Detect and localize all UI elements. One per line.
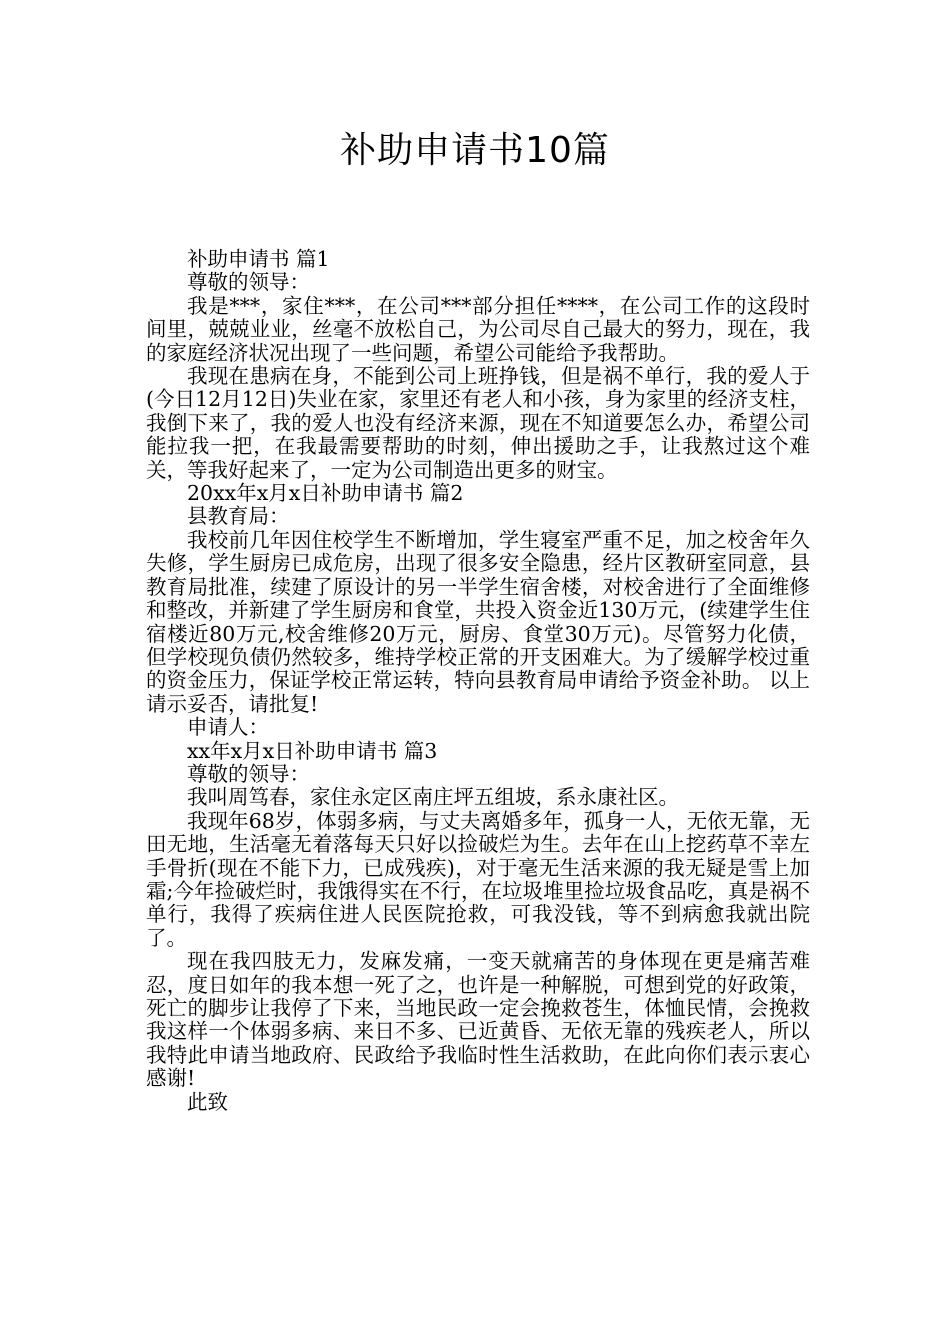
salutation: 尊敬的领导： — [187, 761, 310, 786]
salutation: 县教育局： — [187, 504, 290, 529]
section-heading-1: 补助申请书 篇1 — [187, 247, 330, 271]
document-title: 补助申请书10篇 — [340, 130, 610, 171]
section-heading-2: 20xx年x月x日补助申请书 篇2 — [187, 481, 464, 506]
body-paragraph: 我是***，家住***，在公司***部分担任****，在公司工作的这段时间里，兢兢业业，丝毫不放松自己，为公司尽自己最大的努力，现在，我的家庭经济状况出现了一些问题，希望公司能给予我帮助。 — [146, 293, 810, 365]
applicant-line: 申请人： — [187, 715, 269, 740]
body-paragraph: 我现在患病在身，不能到公司上班挣钱，但是祸不单行，我的爱人于(今日12月12日)失业在家，家里还有老人和小孩，身为家里的经济支柱，我倒下来了，我的爱人也没有经济来源，现在不知道要怎么办，希望公司能拉我一把，在我最需要帮助的时刻，伸出援助之手，让我熬过这个难关，等我好起来了，一定为公司制造出更多的财宝。 — [146, 364, 810, 482]
salutation: 尊敬的领导： — [187, 270, 310, 295]
body-paragraph: 我校前几年因住校学生不断增加，学生寝室严重不足，加之校舍年久失修，学生厨房已成危房，出现了很多安全隐患，经片区教研室同意，县教育局批准，续建了原设计的另一半学生宿舍楼，对校舍进行了全面维修和整改，并新建了学生厨房和食堂，共投入资金近130万元，(续建学生住宿楼近80万元,校舍维修20万元，厨房、食堂30万元)。尽管努力化债，但学校现负债仍然较多，维持学校正常的开支困难大。为了缓解学校过重的资金压力，保证学校正常运转，特向县教育局申请给予资金补助。 以上请示妥否，请批复! — [146, 527, 810, 716]
section-heading-3: xx年x月x日补助申请书 篇3 — [187, 738, 438, 763]
body-paragraph: 现在我四肢无力，发麻发痛，一变天就痛苦的身体现在更是痛苦难忍，度日如年的我本想一死了之，也许是一种解脱，可想到党的好政策，死亡的脚步让我停了下来，当地民政一定会挽救苍生，体恤民情，会挽救我这样一个体弱多病、来日不多、已近黄昏、无依无靠的残疾老人，所以我特此申请当地政府、民政给予我临时性生活救助，在此向你们表示衷心感谢! — [146, 949, 810, 1091]
closing-line: 此致 — [187, 1089, 228, 1114]
body-paragraph: 我现年68岁，体弱多病，与丈夫离婚多年，孤身一人，无依无靠，无田无地，生活毫无着落每天只好以捡破烂为生。去年在山上挖药草不幸左手骨折(现在不能下力，已成残疾)，对于毫无生活来源的我无疑是雪上加霜;今年捡破烂时，我饿得实在不行，在垃圾堆里捡垃圾食品吃，真是祸不单行，我得了疾病住进人民医院抢救，可我没钱，等不到病愈我就出院了。 — [146, 808, 810, 950]
body-paragraph: 我叫周笃春，家住永定区南庄坪五组坡，系永康社区。 — [187, 785, 679, 810]
document-body — [146, 248, 810, 1114]
